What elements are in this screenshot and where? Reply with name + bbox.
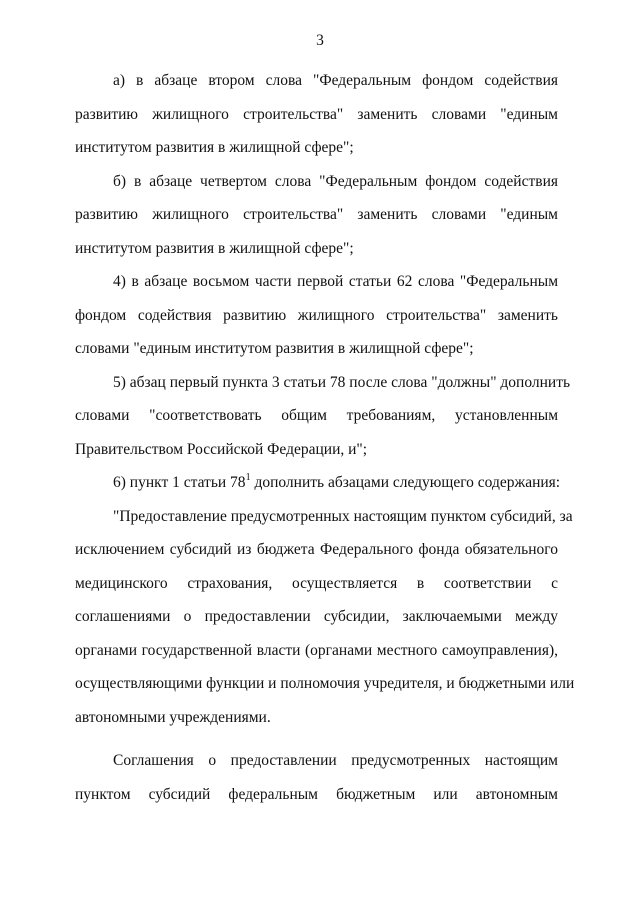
paragraph-b <box>75 165 558 266</box>
paragraph-line: Соглашения о предоставлении предусмотренных настоящим <box>113 752 558 769</box>
paragraph-line: осуществляющими функции и полномочия учредителя, и бюджетными или <box>75 675 575 692</box>
paragraph-line: словами "соответствовать общим требованиям, установленным <box>75 407 558 424</box>
paragraph-text: дополнить абзацами следующего содержания: <box>250 474 561 491</box>
paragraph-6 <box>75 466 561 500</box>
paragraph-5 <box>75 366 571 467</box>
paragraph-line: 4) в абзаце восьмом части первой статьи 62 слова "Федеральным <box>113 273 558 290</box>
paragraph-quote <box>75 500 575 735</box>
superscript: 1 <box>245 472 251 483</box>
paragraph-line: исключением субсидий из бюджета Федерального фонда обязательного <box>75 541 558 558</box>
paragraph-line: б) в абзаце четвертом слова "Федеральным фондом содействия <box>113 172 558 190</box>
paragraph-line: развитию жилищного строительства" заменить словами "единым <box>75 206 558 223</box>
paragraph-line: словами "единым институтом развития в жилищной сфере"; <box>75 340 474 357</box>
paragraph-line: 5) абзац первый пункта 3 статьи 78 после слова "должны" дополнить <box>113 373 571 391</box>
paragraph-line: а) в абзаце втором слова "Федеральным фондом содействия <box>113 72 558 89</box>
paragraph-line: институтом развития в жилищной сфере"; <box>75 139 354 156</box>
page-number: 3 <box>316 32 324 49</box>
paragraph-agreements <box>75 744 558 811</box>
paragraph-line: пунктом субсидий федеральным бюджетным или автономным <box>75 785 558 803</box>
paragraph-line: органами государственной власти (органами местного самоуправления), <box>75 641 558 659</box>
paragraph-line: Правительством Российской Федерации, и"; <box>75 440 368 458</box>
paragraph-line: развитию жилищного строительства" заменить словами "единым <box>75 105 558 123</box>
paragraph-text: 6) пункт 1 статьи 78 <box>113 474 246 491</box>
paragraph-4 <box>75 265 558 366</box>
paragraph-line: автономными учреждениями. <box>75 708 271 726</box>
paragraph-line: "Предоставление предусмотренных настоящим пунктом субсидий, за <box>113 507 573 525</box>
paragraph-line: фондом содействия развитию жилищного строительства" заменить <box>75 306 558 324</box>
paragraph-line <box>75 466 561 500</box>
paragraph-line: институтом развития в жилищной сфере"; <box>75 239 354 257</box>
document-body <box>75 64 575 811</box>
paragraph-line: соглашениями о предоставлении субсидии, заключаемыми между <box>75 608 558 625</box>
paragraph-line: медицинского страхования, осуществляется в соответствии с <box>75 574 558 592</box>
paragraph-a <box>75 64 558 165</box>
